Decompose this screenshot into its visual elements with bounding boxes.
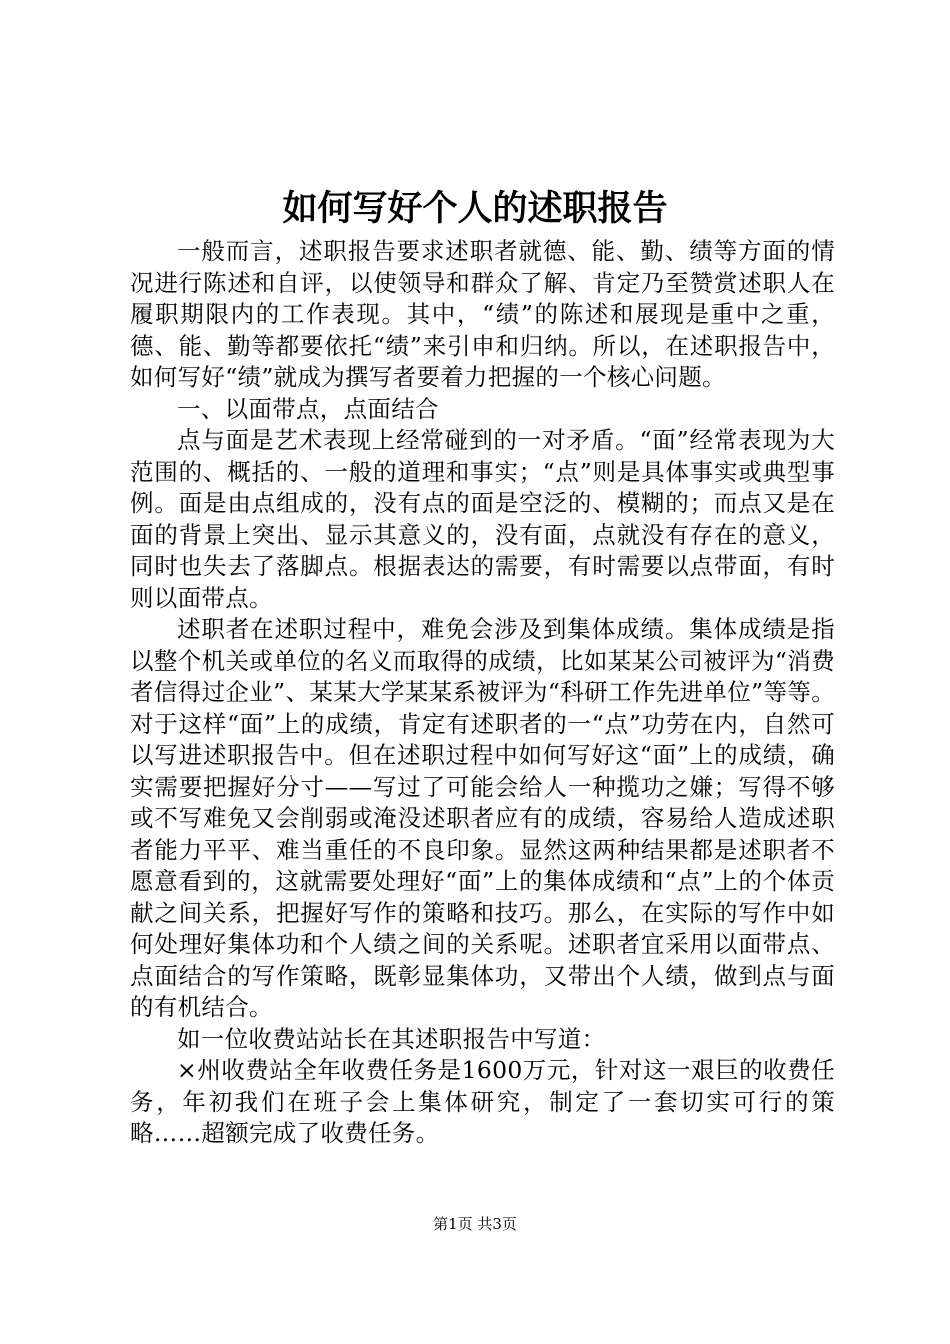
paragraph-example-intro: 如一位收费站站长在其述职报告中写道： (177, 1024, 606, 1053)
section-heading: 一、以面带点，点面结合 (177, 394, 439, 423)
document-title: 如何写好个人的述职报告 (282, 188, 668, 229)
paragraph-example-quote: ×州收费站全年收费任务是1600万元，针对这一艰巨的收费任务，年初我们在班子会上集体研究，制定了一套切实可行的策略……超额完成了收费任务。 (130, 1056, 835, 1147)
paragraph-intro: 一般而言，述职报告要求述职者就德、能、勤、绩等方面的情况进行陈述和自评，以使领导和群众了解、肯定乃至赞赏述职人在履职期限内的工作表现。其中，“绩”的陈述和展现是重中之重，德、能、勤等都要依托“绩”来引申和归纳。所以，在述职报告中，如何写好“绩”就成为撰写者要着力把握的一个核心问题。 (130, 237, 835, 391)
document-body (130, 236, 835, 1150)
page-number-footer: 第1页 共3页 (433, 1215, 517, 1233)
paragraph-collective-achievement: 述职者在述职过程中，难免会涉及到集体成绩。集体成绩是指以整个机关或单位的名义而取得的成绩，比如某某公司被评为“消费者信得过企业”、某某大学某某系被评为“科研工作先进单位”等等。对于这样“面”上的成绩，肯定有述职者的一“点”功劳在内，自然可以写进述职报告中。但在述职过程中如何写好这“面”上的成绩，确实需要把握好分寸——写过了可能会给人一种揽功之嫌；写得不够或不写难免又会削弱或淹没述职者应有的成绩，容易给人造成述职者能力平平、难当重任的不良印象。显然这两种结果都是述职者不愿意看到的，这就需要处理好“面”上的集体成绩和“点”上的个体贡献之间关系，把握好写作的策略和技巧。那么，在实际的写作中如何处理好集体功和个人绩之间的关系呢。述职者宜采用以面带点、点面结合的写作策略，既彰显集体功，又带出个人绩，做到点与面的有机结合。 (130, 615, 835, 1021)
paragraph-point-and-plane: 点与面是艺术表现上经常碰到的一对矛盾。“面”经常表现为大范围的、概括的、一般的道理和事实；“点”则是具体事实或典型事例。面是由点组成的，没有点的面是空泛的、模糊的；而点又是在面的背景上突出、显示其意义的，没有面，点就没有存在的意义，同时也失去了落脚点。根据表达的需要，有时需要以点带面，有时则以面带点。 (130, 426, 835, 612)
